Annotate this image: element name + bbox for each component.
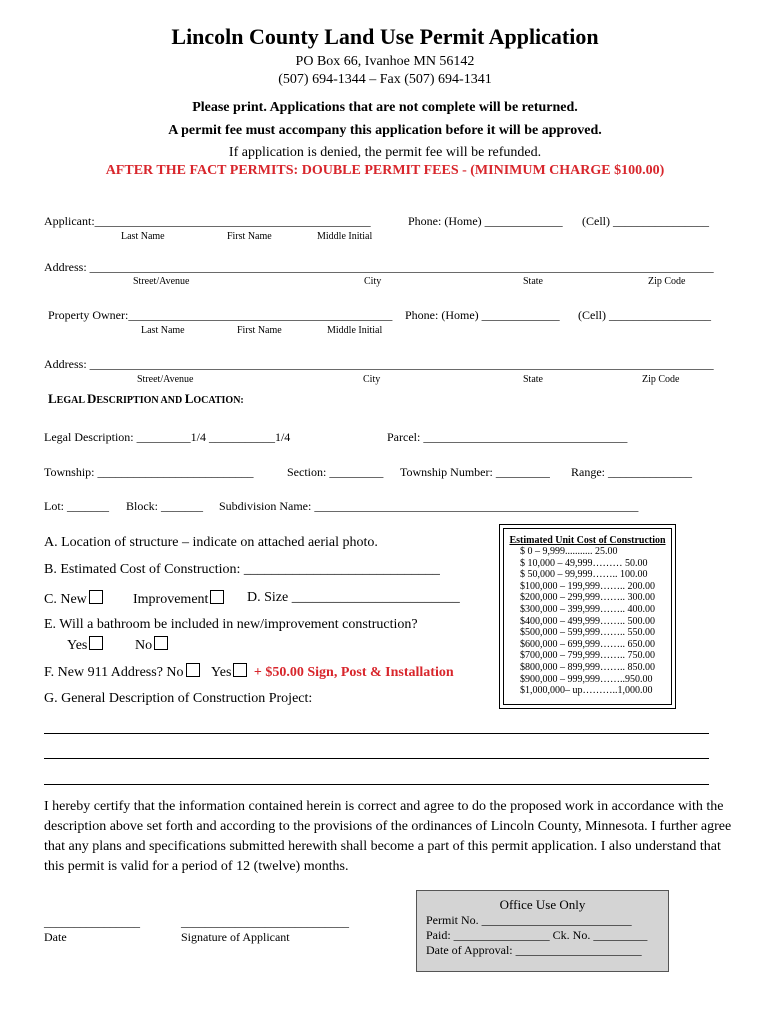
owner-phone-cell[interactable]: (Cell) _________________ xyxy=(578,308,711,322)
applicant-address-field[interactable]: Address: ________________________________________________________________________________________________________ xyxy=(44,260,714,274)
applicant-zip-label: Zip Code xyxy=(648,276,686,287)
cost-row: $500,000 – 599,999…….. 550.00 xyxy=(520,627,655,639)
cost-row: $600,000 – 699,999…….. 650.00 xyxy=(520,638,655,650)
bathroom-yes-label: Yes xyxy=(67,638,88,653)
township-number-field[interactable]: Township Number: _________ xyxy=(400,465,550,479)
lot-field[interactable]: Lot: _______ xyxy=(44,499,109,513)
after-fact-warning: AFTER THE FACT PERMITS: DOUBLE PERMIT FEES - (MINIMUM CHARGE $100.00) xyxy=(105,163,665,178)
office-use-title: Office Use Only xyxy=(499,897,586,912)
improvement-checkbox[interactable] xyxy=(210,590,224,604)
office-address: PO Box 66, Ivanhoe MN 56142 xyxy=(295,54,475,69)
question-c-new xyxy=(44,590,103,608)
legal-description-field[interactable]: Legal Description: _________1/4 ___________1/4 xyxy=(44,430,291,444)
cost-row: $100,000 – 199,999…….. 200.00 xyxy=(520,580,655,592)
applicant-field[interactable]: Applicant:______________________________________________ xyxy=(44,214,371,228)
applicant-last-name-label: Last Name xyxy=(121,231,165,242)
date-line[interactable]: ________________ xyxy=(44,915,140,929)
owner-middle-initial-label: Middle Initial xyxy=(327,325,383,336)
owner-last-name-label: Last Name xyxy=(141,325,185,336)
unit-cost-table xyxy=(499,524,676,709)
owner-first-name-label: First Name xyxy=(237,325,282,336)
cost-row: $200,000 – 299,999…….. 300.00 xyxy=(520,592,655,604)
parcel-field[interactable]: Parcel: __________________________________ xyxy=(387,430,628,444)
description-line-3[interactable] xyxy=(44,784,709,785)
bathroom-yes-checkbox[interactable] xyxy=(89,636,103,650)
cost-row: $ 0 – 9,999........... 25.00 xyxy=(520,546,618,557)
cost-row: $400,000 – 499,999…….. 500.00 xyxy=(520,615,655,627)
owner-zip-label: Zip Code xyxy=(642,374,680,385)
question-b-cost[interactable]: B. Estimated Cost of Construction: ____________________________ xyxy=(44,562,440,577)
applicant-phone-home[interactable]: Phone: (Home) _____________ xyxy=(408,214,563,228)
certification-statement: I hereby certify that the information contained herein is correct and agree to do the proposed work in accordance with the description above set forth and according to the provisions of the ordinances of Lincoln County, Minnesota. I further agree that any plans and specifications submitted herewith shall become a part of this permit application. I also understand that this permit is valid for a period of 12 (twelve) months. xyxy=(44,799,732,874)
question-e-bathroom: E. Will a bathroom be included in new/improvement construction? xyxy=(44,617,418,632)
cost-row: $700,000 – 799,999…….. 750.00 xyxy=(520,650,655,662)
applicant-street-label: Street/Avenue xyxy=(133,276,190,287)
question-c-improvement xyxy=(133,590,224,608)
question-d-size[interactable]: D. Size ________________________ xyxy=(247,590,460,605)
address-911-yes-checkbox[interactable] xyxy=(233,663,247,677)
applicant-state-label: State xyxy=(523,276,543,287)
office-use-box xyxy=(416,890,669,972)
page-title: Lincoln County Land Use Permit Application xyxy=(171,24,599,49)
address-911-no-checkbox[interactable] xyxy=(186,663,200,677)
description-line-1[interactable] xyxy=(44,733,709,734)
bathroom-no-checkbox[interactable] xyxy=(154,636,168,650)
cost-row: $1,000,000– up………..1,000.00 xyxy=(520,685,653,697)
bathroom-no-label: No xyxy=(135,638,153,653)
owner-city-label: City xyxy=(363,374,381,385)
applicant-phone-cell[interactable]: (Cell) ________________ xyxy=(582,214,709,228)
unit-cost-table-inner xyxy=(503,528,672,705)
new-checkbox[interactable] xyxy=(89,590,103,604)
section-field[interactable]: Section: _________ xyxy=(287,465,384,479)
question-g-description: G. General Description of Construction Project: xyxy=(44,691,313,706)
question-f-911 xyxy=(44,663,454,681)
unit-cost-table-title: Estimated Unit Cost of Construction xyxy=(509,535,666,546)
cost-row: $300,000 – 399,999…….. 400.00 xyxy=(520,603,655,615)
applicant-middle-initial-label: Middle Initial xyxy=(317,231,373,242)
legal-description-heading: LEGAL DESCRIPTION AND LOCATION: xyxy=(48,391,244,406)
cost-row: $800,000 – 899,999…….. 850.00 xyxy=(520,661,655,673)
description-line-2[interactable] xyxy=(44,758,709,759)
township-field[interactable]: Township: __________________________ xyxy=(44,465,254,479)
subdivision-field[interactable]: Subdivision Name: ______________________________________________________ xyxy=(219,499,639,513)
bathroom-no xyxy=(135,636,168,654)
cost-row: $ 50,000 – 99,999…….. 100.00 xyxy=(520,569,648,581)
owner-state-label: State xyxy=(523,374,543,385)
range-field[interactable]: Range: ______________ xyxy=(571,465,692,479)
office-phone-fax: (507) 694-1344 – Fax (507) 694-1341 xyxy=(278,72,492,87)
signature-line[interactable]: ____________________________ xyxy=(181,915,349,929)
question-a-location: A. Location of structure – indicate on attached aerial photo. xyxy=(44,535,378,550)
owner-address-field[interactable]: Address: ________________________________________________________________________________________________________ xyxy=(44,357,714,371)
date-label: Date xyxy=(44,930,67,944)
cost-row: $ 10,000 – 49,999……… 50.00 xyxy=(520,557,648,569)
improvement-label: Improvement xyxy=(133,592,209,607)
permit-no-field[interactable]: Permit No. _________________________ xyxy=(426,913,632,927)
date-of-approval-field[interactable]: Date of Approval: _____________________ xyxy=(426,943,642,957)
notice-print: Please print. Applications that are not complete will be returned. xyxy=(192,100,578,115)
new-label: C. New xyxy=(44,592,87,607)
notice-fee: A permit fee must accompany this application before it will be approved. xyxy=(168,123,602,138)
sign-fee-note: + $50.00 Sign, Post & Installation xyxy=(253,665,454,680)
owner-phone-home[interactable]: Phone: (Home) _____________ xyxy=(405,308,560,322)
cost-row: $900,000 – 999,999……..950.00 xyxy=(520,673,653,685)
address-911-yes-label: Yes xyxy=(211,665,232,680)
applicant-first-name-label: First Name xyxy=(227,231,272,242)
notice-refund: If application is denied, the permit fee will be refunded. xyxy=(228,145,542,160)
owner-street-label: Street/Avenue xyxy=(137,374,194,385)
block-field[interactable]: Block: _______ xyxy=(126,499,203,513)
signature-label: Signature of Applicant xyxy=(181,930,290,944)
property-owner-field[interactable]: Property Owner:____________________________________________ xyxy=(48,308,393,322)
paid-check-field[interactable]: Paid: ________________ Ck. No. _________ xyxy=(426,928,648,942)
applicant-city-label: City xyxy=(364,276,382,287)
bathroom-yes xyxy=(67,636,103,654)
address-911-no-label: F. New 911 Address? No xyxy=(44,665,184,680)
